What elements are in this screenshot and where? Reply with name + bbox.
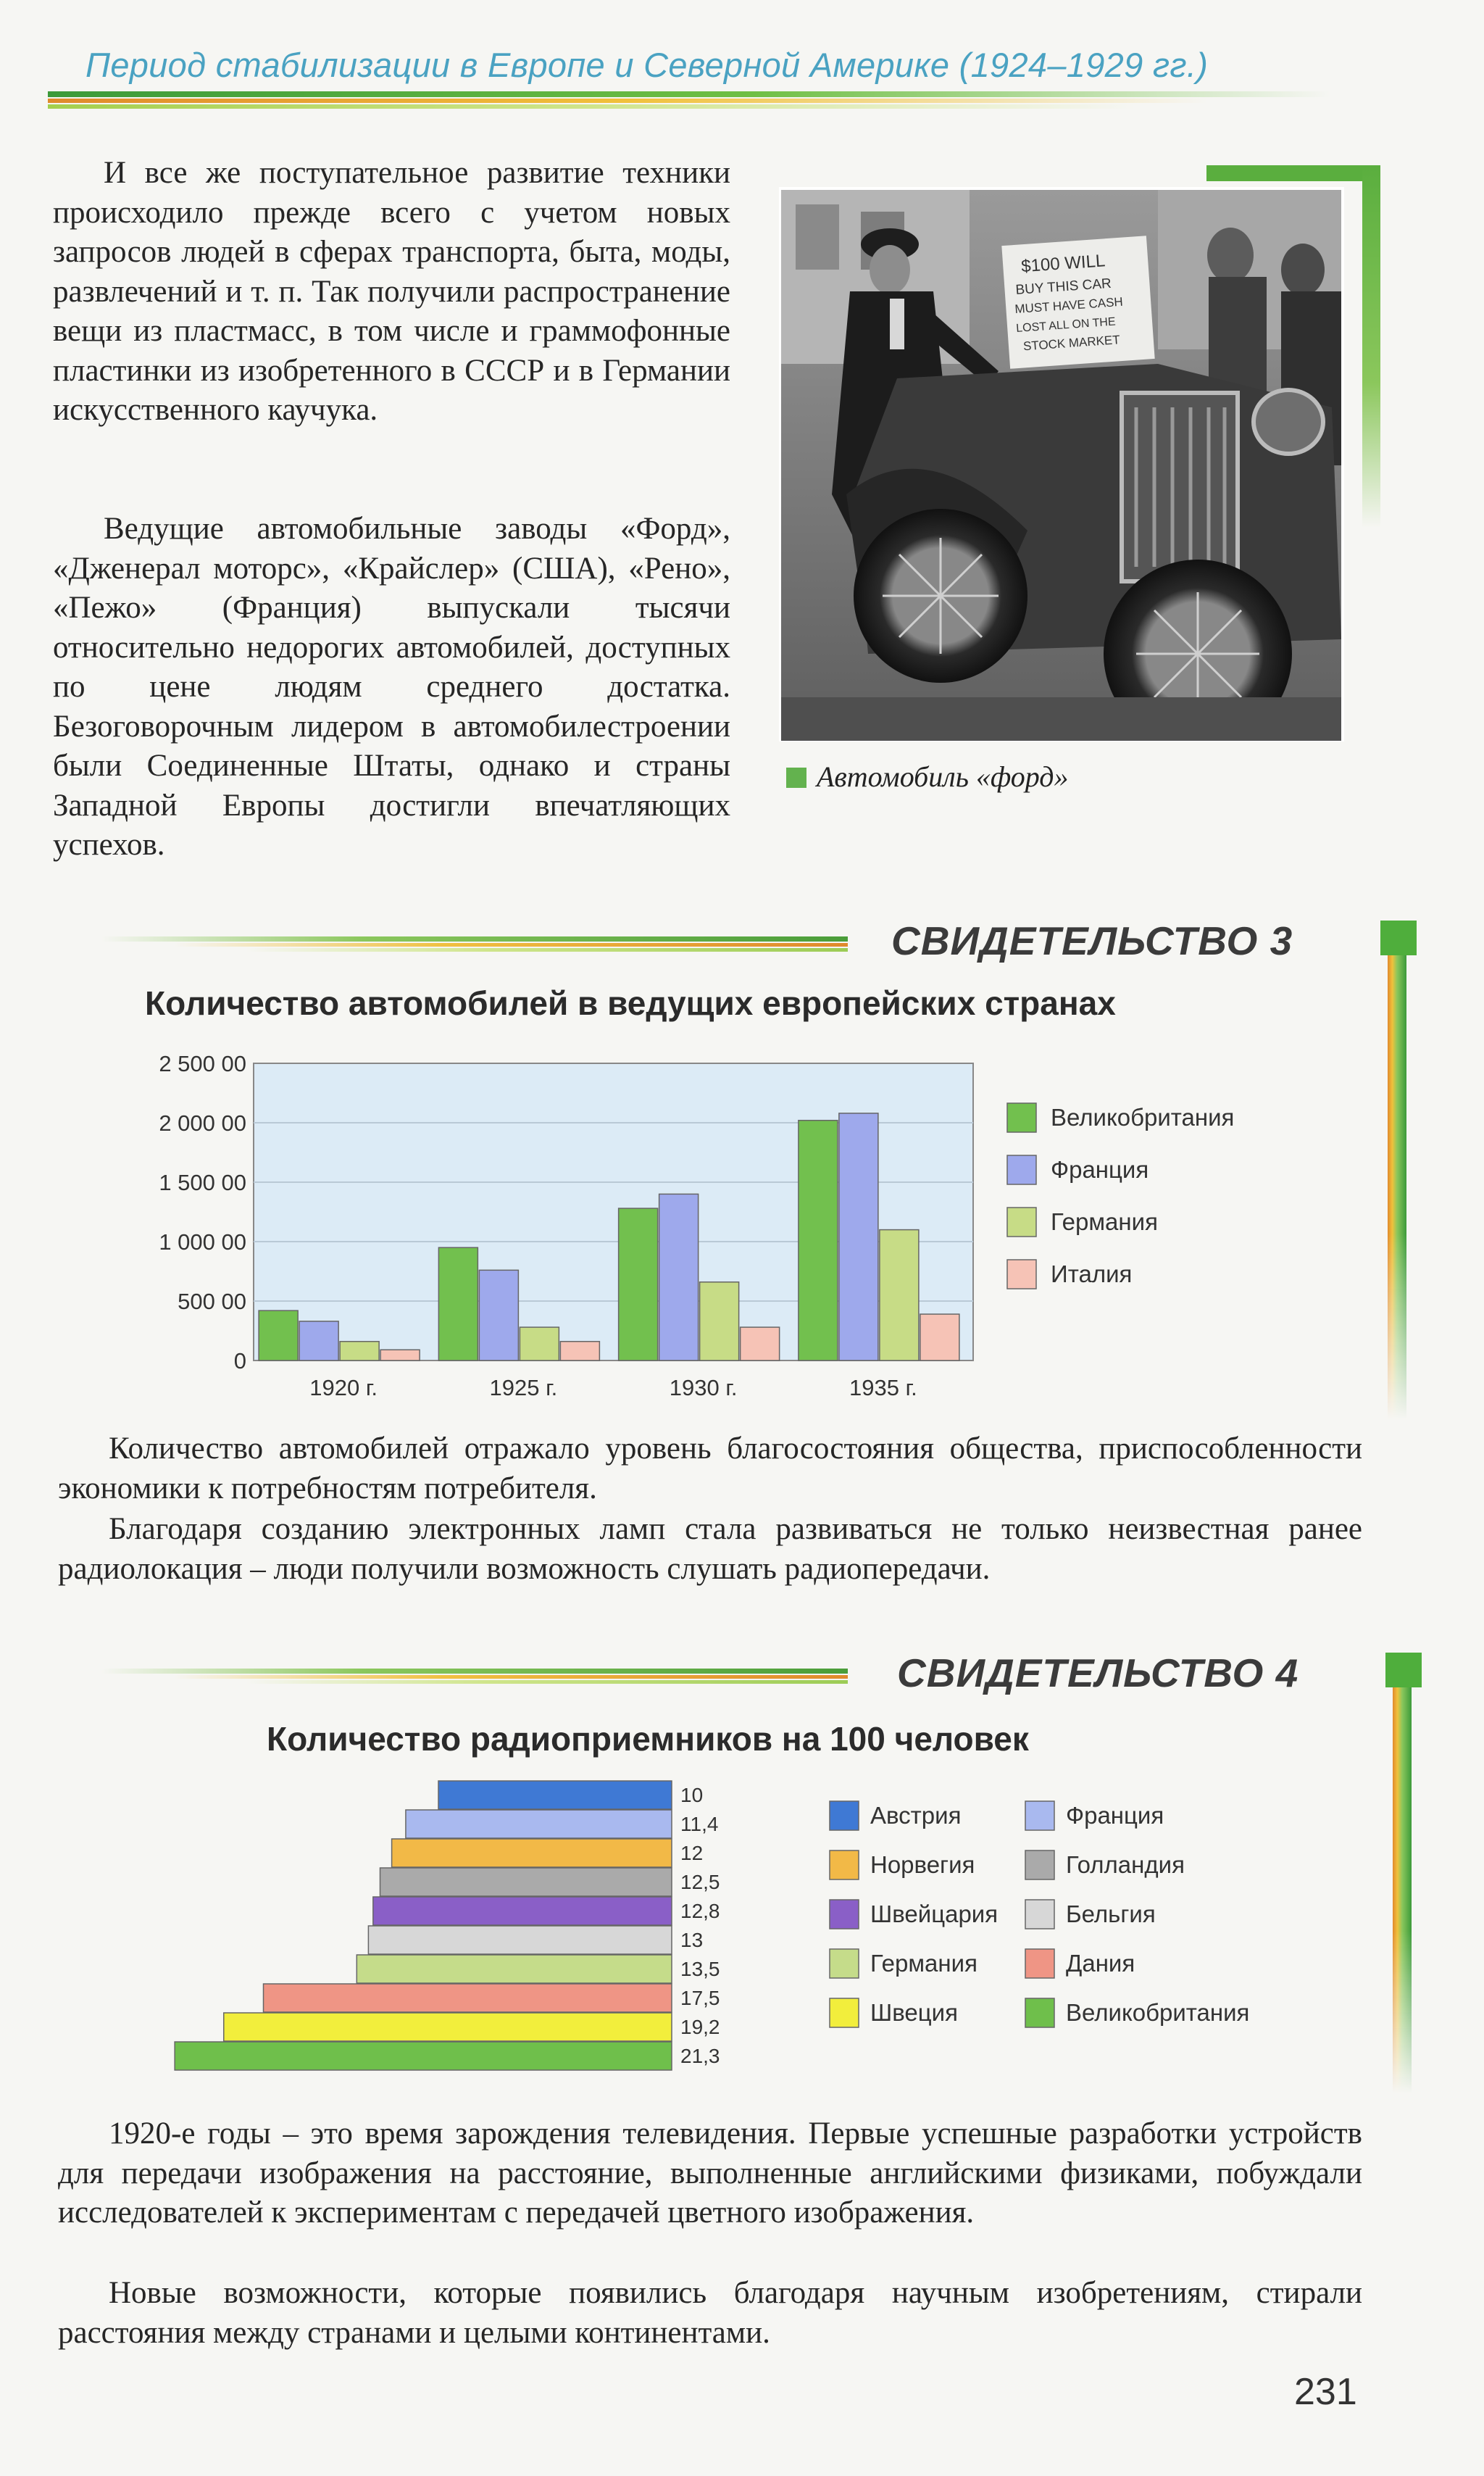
photo-caption-text: Автомобиль «форд» bbox=[817, 760, 1069, 793]
chart2-legend-label: Дания bbox=[1066, 1950, 1135, 1977]
chart2-legend-label: Норвегия bbox=[870, 1851, 975, 1878]
evidence4-rule-light bbox=[246, 1680, 848, 1684]
chart1-xtick-label: 1930 г. bbox=[669, 1375, 738, 1400]
photo-caption bbox=[786, 760, 1069, 794]
evidence4-rule-orange bbox=[174, 1675, 848, 1679]
chart1-ytick-label: 1 000 00 bbox=[159, 1229, 246, 1255]
chart2-value-label: 13 bbox=[680, 1929, 704, 1951]
chart2-value-label: 12 bbox=[680, 1842, 704, 1864]
chart2-legend-swatch bbox=[1025, 1801, 1054, 1830]
sign-line-3: MUST HAVE CASH bbox=[1014, 294, 1124, 317]
chart1-bar bbox=[340, 1342, 379, 1360]
price-sign bbox=[1001, 236, 1154, 369]
sign-line-1: $100 WILL bbox=[1020, 251, 1106, 277]
chart2-legend-swatch bbox=[1025, 1949, 1054, 1978]
chart2-legend-label: Швеция bbox=[870, 1999, 958, 2026]
evidence4-rule bbox=[101, 1669, 848, 1674]
radio-bar-chart bbox=[145, 1779, 1304, 2084]
header-rule bbox=[48, 91, 1330, 97]
chart1-bar bbox=[259, 1310, 298, 1360]
chart1-bar bbox=[659, 1194, 699, 1360]
chart2-bar bbox=[264, 1984, 672, 2012]
chart2-value-label: 19,2 bbox=[680, 2016, 720, 2038]
chart1-bar bbox=[839, 1113, 878, 1360]
chart2-legend-swatch bbox=[830, 1801, 859, 1830]
chart2-legend-label: Великобритания bbox=[1066, 1999, 1250, 2026]
chart2-legend-swatch bbox=[1025, 1900, 1054, 1929]
chart2-legend-swatch bbox=[830, 1900, 859, 1929]
chart1-ytick-label: 500 00 bbox=[178, 1289, 246, 1314]
chart1-bar bbox=[560, 1342, 599, 1360]
chart2-title: Количество радиоприемников на 100 человек bbox=[267, 1720, 1029, 1758]
chart1-bar bbox=[619, 1208, 658, 1360]
running-head: Период стабилизации в Европе и Северной Америке (1924–1929 гг.) bbox=[86, 46, 1209, 84]
chart1-bar bbox=[880, 1230, 919, 1360]
paragraph-1: И все же поступательное развитие техники происходило прежде всего с учетом новых запросов людей в сферах транспорта, быта, моды, развлечений и т. п. Так получили распространение вещи из пластмасс, в том числе и граммофонные пластинки из изобретенного в СССР и в Германии искусственного каучука. bbox=[53, 156, 730, 427]
chart1-legend-swatch bbox=[1007, 1103, 1036, 1132]
chart1-legend-swatch bbox=[1007, 1155, 1036, 1184]
chart1-ytick-label: 2 500 00 bbox=[159, 1051, 246, 1076]
chart2-legend-label: Голландия bbox=[1066, 1851, 1185, 1878]
paragraph-2: Ведущие автомобильные заводы «Форд», «Дженерал моторс», «Крайслер» (США), «Рено», «Пежо» (Франция) выпускали тысячи относительно недорогих автомобилей, доступных по цене людям среднего достатка. Безоговорочным лидером в автомобилестроении были Соединенные Штаты, однако и страны Западной Европы достигли впечатляющих успехов. bbox=[53, 512, 730, 862]
chart2-bar bbox=[373, 1897, 672, 1925]
evidence3-heading: СВИДЕТЕЛЬСТВО 3 bbox=[891, 918, 1293, 963]
chart1-bar bbox=[700, 1282, 739, 1360]
sign-line-2: BUY THIS CAR bbox=[1014, 275, 1112, 298]
paragraph-5: 1920-е годы – это время зарождения телевидения. Первые успешные разработки устройств для передачи изображения на расстояние, выполненные английскими физиками, побуждали исследователей к экспериментам с передачей цветного изображения. bbox=[58, 2116, 1362, 2230]
sign-line-4: LOST ALL ON THE bbox=[1015, 315, 1117, 336]
evidence3-marker bbox=[1380, 921, 1417, 955]
chart2-legend-swatch bbox=[830, 1949, 859, 1978]
chart2-bar bbox=[175, 2042, 672, 2070]
cars-bar-chart bbox=[130, 1044, 1275, 1421]
chart1-bar bbox=[799, 1121, 838, 1360]
photo-accent-top bbox=[1206, 165, 1380, 181]
chart2-value-label: 21,3 bbox=[680, 2045, 720, 2067]
page-number: 231 bbox=[1294, 2371, 1357, 2413]
header-rule-green bbox=[48, 104, 1135, 109]
chart2-value-label: 17,5 bbox=[680, 1987, 720, 2009]
paragraph-4: Благодаря созданию электронных ламп стала развиваться не только неизвестная ранее радиолокация – люди получили возможность слушать радиопередачи. bbox=[58, 1512, 1362, 1586]
chart2-legend-label: Бельгия bbox=[1066, 1900, 1156, 1927]
chart1-xtick-label: 1925 г. bbox=[489, 1375, 558, 1400]
sign-line-5: STOCK MARKET bbox=[1022, 333, 1121, 354]
chart2-bar bbox=[406, 1810, 672, 1838]
chart1-legend-swatch bbox=[1007, 1208, 1036, 1237]
chart2-legend-swatch bbox=[1025, 1998, 1054, 2027]
chart2-bar bbox=[368, 1926, 672, 1954]
chart1-legend-label: Франция bbox=[1051, 1156, 1149, 1183]
chart2-bar bbox=[392, 1839, 672, 1867]
chart1-xtick-label: 1935 г. bbox=[849, 1375, 917, 1400]
header-rule-orange bbox=[48, 99, 1207, 103]
chart2-legend-label: Германия bbox=[870, 1950, 977, 1977]
chart2-legend-swatch bbox=[830, 1850, 859, 1879]
chart2-legend-label: Швейцария bbox=[870, 1900, 999, 1927]
chart2-legend-swatch bbox=[1025, 1850, 1054, 1879]
chart1-ytick-label: 0 bbox=[233, 1348, 246, 1374]
evidence3-rule-orange bbox=[174, 943, 848, 947]
chart1-ytick-label: 2 000 00 bbox=[159, 1110, 246, 1136]
chart2-bar bbox=[438, 1781, 672, 1809]
evidence4-heading: СВИДЕТЕЛЬСТВО 4 bbox=[897, 1650, 1299, 1695]
chart1-bar bbox=[438, 1247, 478, 1360]
chart1-legend-label: Италия bbox=[1051, 1260, 1133, 1287]
chart2-bar bbox=[380, 1868, 672, 1896]
chart1-legend-label: Германия bbox=[1051, 1208, 1158, 1235]
chart1-ytick-label: 1 500 00 bbox=[159, 1170, 246, 1195]
chart1-bar bbox=[741, 1327, 780, 1360]
chart2-value-label: 10 bbox=[680, 1784, 704, 1806]
paragraph-6: Новые возможности, которые появились благодаря научным изобретениям, стирали расстояния между странами и целыми континентами. bbox=[58, 2276, 1362, 2350]
chart1-bar bbox=[920, 1314, 959, 1360]
photo-accent-side bbox=[1362, 165, 1380, 528]
evidence3-rule-light bbox=[246, 948, 848, 952]
chart2-value-label: 13,5 bbox=[680, 1958, 720, 1980]
chart2-legend-label: Австрия bbox=[870, 1802, 962, 1829]
paragraph-3: Количество автомобилей отражало уровень благосостояния общества, приспособленности экономики к потребностям потребителя. bbox=[58, 1432, 1362, 1505]
chart1-title: Количество автомобилей в ведущих европейских странах bbox=[145, 984, 1116, 1022]
chart1-legend-swatch bbox=[1007, 1260, 1036, 1289]
chart2-value-label: 12,5 bbox=[680, 1871, 720, 1893]
evidence3-side-bar bbox=[1388, 955, 1406, 1419]
chart1-bar bbox=[479, 1270, 518, 1360]
chart1-bar bbox=[299, 1321, 338, 1360]
evidence4-side-bar bbox=[1393, 1687, 1412, 2093]
ford-car-photo bbox=[781, 190, 1341, 741]
chart2-legend-label: Франция bbox=[1066, 1802, 1164, 1829]
chart1-bar bbox=[380, 1350, 420, 1360]
chart1-legend-label: Великобритания bbox=[1051, 1104, 1235, 1131]
caption-marker-icon bbox=[786, 768, 806, 788]
chart2-bar bbox=[224, 2013, 672, 2041]
chart2-value-label: 12,8 bbox=[680, 1900, 720, 1922]
chart2-legend-swatch bbox=[830, 1998, 859, 2027]
evidence3-rule bbox=[101, 936, 848, 942]
chart1-bar bbox=[520, 1327, 559, 1360]
evidence4-marker bbox=[1385, 1653, 1422, 1687]
chart2-value-label: 11,4 bbox=[680, 1813, 719, 1835]
chart2-bar bbox=[357, 1955, 672, 1983]
chart1-xtick-label: 1920 г. bbox=[309, 1375, 378, 1400]
